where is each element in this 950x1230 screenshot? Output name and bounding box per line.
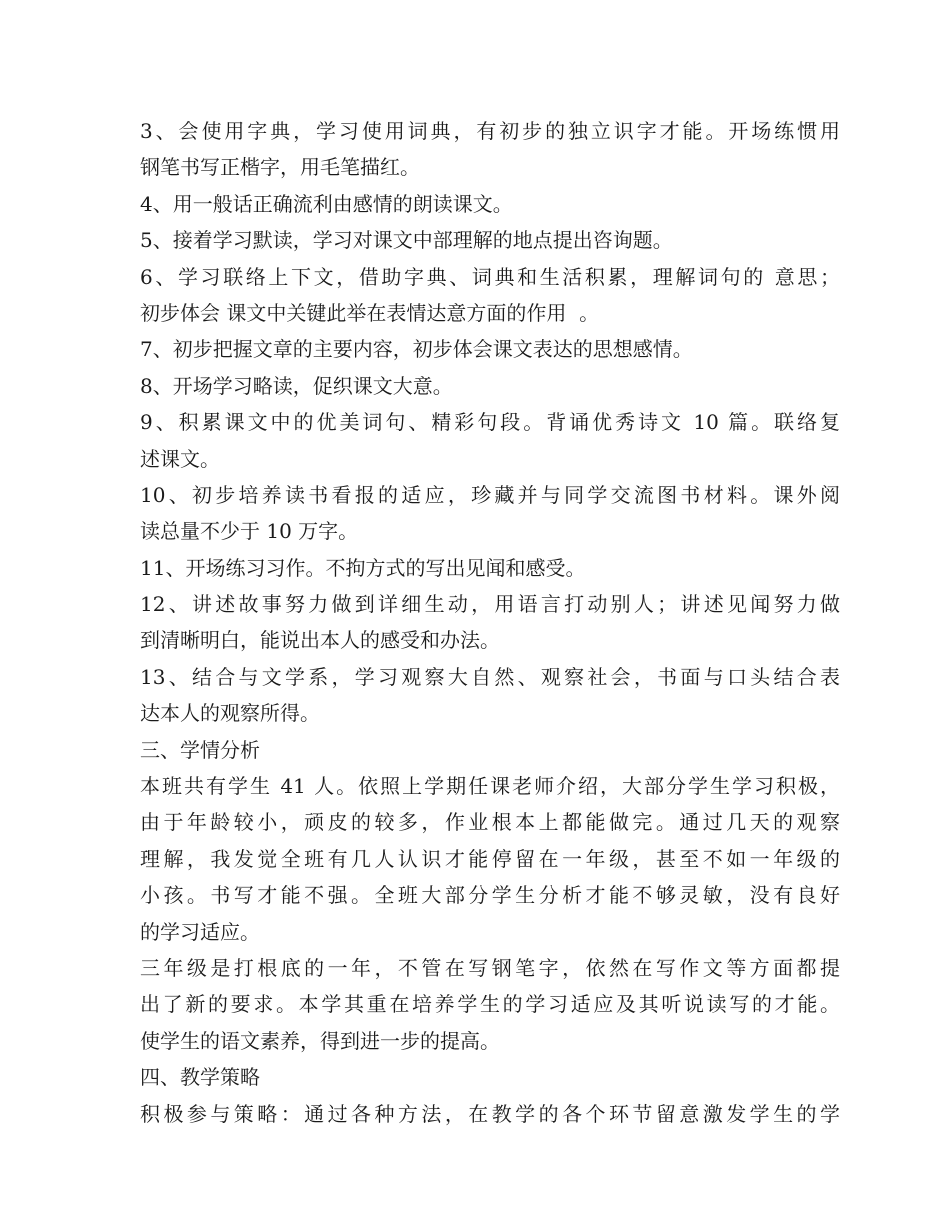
text-line: 由于年龄较小，顽皮的较多，作业根本上都能做完。通过几天的观察 (140, 810, 840, 835)
text-line: 本班共有学生 41 人。依照上学期任课老师介绍，大部分学生学习积极， (140, 774, 840, 799)
text-line: 述课文。 (140, 446, 220, 471)
section-heading: 三、学情分析 (140, 737, 260, 762)
text-line: 到清晰明白，能说出本人的感受和办法。 (140, 628, 500, 653)
text-line: 理解，我发觉全班有几人认识才能停留在一年级，甚至不如一年级的 (140, 846, 840, 871)
text-line: 13、结合与文学系，学习观察大自然、观察社会，书面与口头结合表 (140, 664, 840, 689)
section-heading: 四、教学策略 (140, 1065, 260, 1090)
text-line: 的学习适应。 (140, 919, 260, 944)
text-line: 9、积累课文中的优美词句、精彩句段。背诵优秀诗文 10 篇。联络复 (140, 410, 840, 435)
text-line: 8、开场学习略读，促织课文大意。 (140, 373, 453, 398)
text-line: 5、接着学习默读，学习对课文中部理解的地点提出咨询题。 (140, 228, 673, 253)
text-line: 积极参与策略：通过各种方法，在教学的各个环节留意激发学生的学 (140, 1101, 840, 1126)
document-page (140, 113, 840, 1132)
text-line: 12、讲述故事努力做到详细生动，用语言打动别人；讲述见闻努力做 (140, 592, 840, 617)
text-line: 4、用一般话正确流利由感情的朗读课文。 (140, 191, 513, 216)
text-line: 3、会使用字典，学习使用词典，有初步的独立识字才能。开场练惯用 (140, 119, 840, 143)
text-line: 达本人的观察所得。 (140, 701, 320, 726)
text-line: 出了新的要求。本学其重在培养学生的学习适应及其听说读写的才能。 (140, 992, 840, 1017)
text-line: 11、开场练习习作。不拘方式的写出见闻和感受。 (140, 555, 586, 580)
text-line: 初步体会 课文中关键此举在表情达意方面的作用 。 (140, 300, 600, 325)
text-line: 读总量不少于 10 万字。 (140, 519, 359, 544)
text-line: 小孩。书写才能不强。全班大部分学生分析才能不够灵敏，没有良好 (140, 883, 840, 908)
text-line: 钢笔书写正楷字，用毛笔描红。 (140, 155, 420, 180)
text-line: 三年级是打根底的一年，不管在写钢笔字，依然在写作文等方面都提 (140, 955, 840, 980)
text-line: 7、初步把握文章的主要内容，初步体会课文表达的思想感情。 (140, 337, 693, 362)
text-line: 10、初步培养读书看报的适应，珍藏并与同学交流图书材料。课外阅 (140, 482, 840, 507)
text-line: 使学生的语文素养，得到进一步的提高。 (140, 1028, 500, 1053)
text-line: 6、学习联络上下文，借助字典、词典和生活积累，理解词句的 意思； (140, 264, 840, 289)
